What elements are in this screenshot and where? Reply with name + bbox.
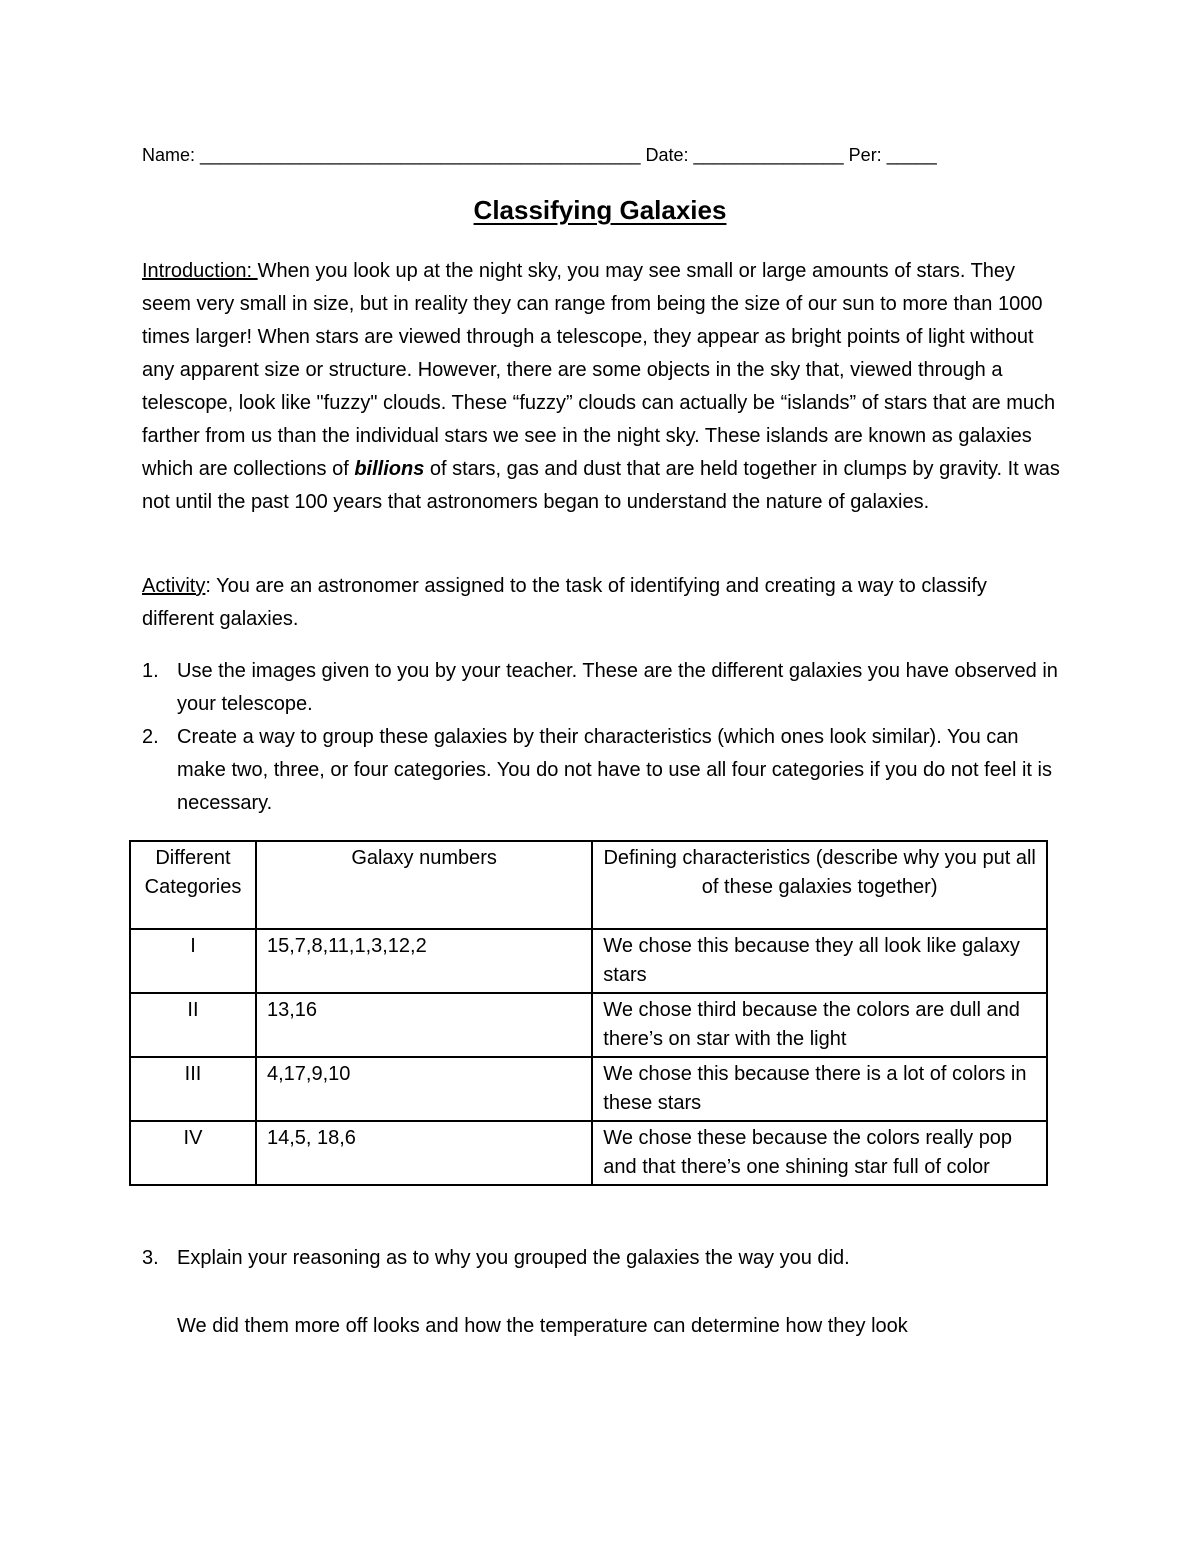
galaxy-numbers-cell: 13,16 [256,993,592,1057]
activity-text: : You are an astronomer assigned to the task of identifying and creating a way to classify different galaxies. [142,575,987,630]
header-characteristics: Defining characteristics (describe why you put all of these galaxies together) [592,841,1047,929]
characteristics-cell: We chose this because they all look like galaxy stars [592,929,1047,993]
introduction-label: Introduction: [142,260,258,282]
characteristics-cell: We chose third because the colors are dull and there’s on star with the light [592,993,1047,1057]
header-galaxy-numbers: Galaxy numbers [256,841,592,929]
student-info-line: Name: ____________________________________________ Date: _______________ Per: _____ [142,145,937,165]
instruction-item [142,1242,1062,1275]
classification-table [129,840,1048,1186]
category-cell: I [130,929,256,993]
table-row [130,1121,1047,1185]
galaxy-numbers-cell: 15,7,8,11,1,3,12,2 [256,929,592,993]
instruction-list [142,655,1062,820]
reasoning-question [142,1242,1062,1275]
reasoning-answer: We did them more off looks and how the temperature can determine how they look [177,1315,908,1337]
activity-paragraph [142,570,1062,636]
table-row [130,929,1047,993]
category-cell: III [130,1057,256,1121]
table-row [130,1057,1047,1121]
galaxy-numbers-cell: 14,5, 18,6 [256,1121,592,1185]
instruction-number: 2. [142,726,159,748]
introduction-paragraph [142,255,1062,519]
category-cell: II [130,993,256,1057]
instruction-text: Explain your reasoning as to why you grouped the galaxies the way you did. [177,1247,850,1269]
instruction-item [142,721,1062,820]
instruction-number: 1. [142,660,159,682]
introduction-emphasis: billions [354,458,425,480]
category-cell: IV [130,1121,256,1185]
instruction-text: Use the images given to you by your teacher. These are the different galaxies you have observed in your telescope. [177,660,1058,715]
introduction-text-1: When you look up at the night sky, you may see small or large amounts of stars. They seem very small in size, but in reality they can range from being the size of our sun to more than 1000 times larger! When stars are viewed through a telescope, they appear as bright points of light without any apparent size or structure. However, there are some objects in the sky that, viewed through a telescope, look like "fuzzy" clouds. These “fuzzy” clouds can actually be “islands” of stars that are much farther from us than the individual stars we see in the night sky. These islands are known as galaxies which are collections of [142,260,1056,480]
characteristics-cell: We chose these because the colors really pop and that there’s one shining star full of color [592,1121,1047,1185]
header-categories: Different Categories [130,841,256,929]
activity-label: Activity [142,575,206,597]
introduction-text-2: of stars, gas and dust that are held together in clumps by gravity. It was not until the past 100 years that astronomers began to understand the nature of galaxies. [142,458,1060,513]
table-header-row [130,841,1047,929]
characteristics-cell: We chose this because there is a lot of colors in these stars [592,1057,1047,1121]
table-row [130,993,1047,1057]
galaxy-numbers-cell: 4,17,9,10 [256,1057,592,1121]
instruction-text: Create a way to group these galaxies by their characteristics (which ones look similar). You can make two, three, or four categories. You do not have to use all four categories if you do not feel it is necessary. [177,726,1052,814]
page-title: Classifying Galaxies [473,195,727,225]
instruction-item [142,655,1062,721]
instruction-number: 3. [142,1247,159,1269]
